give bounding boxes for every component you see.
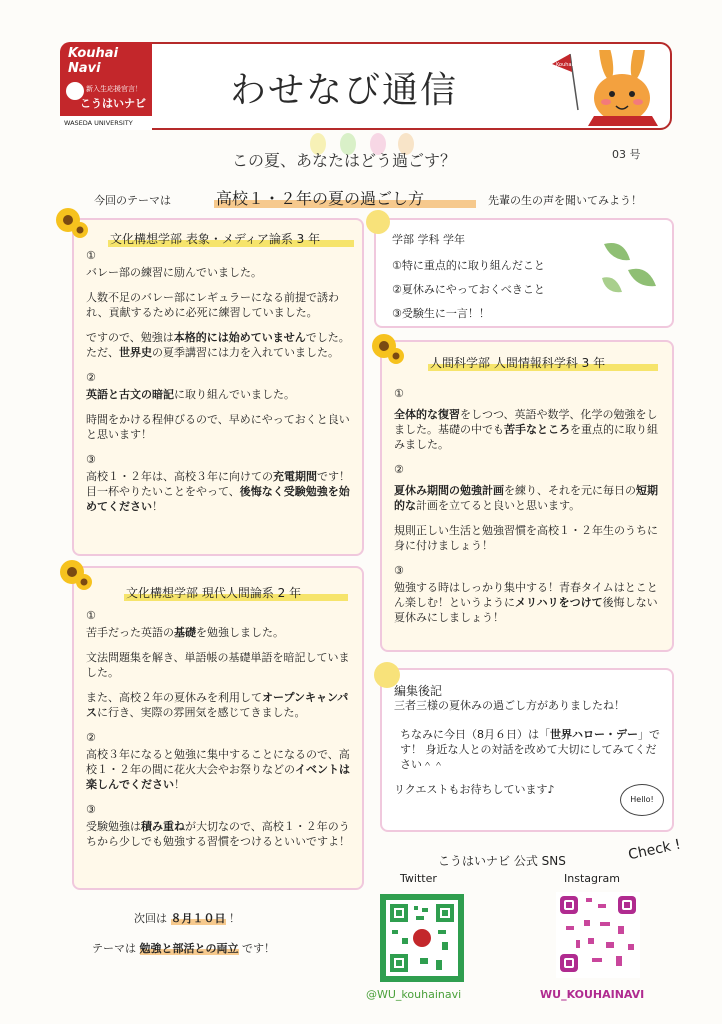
answer-1-marker: ①	[86, 249, 96, 262]
next-issue-line: 次回は ８月１０日 ！	[134, 912, 240, 925]
subtitle: この夏、あなたはどう過ごす？	[232, 151, 457, 170]
answer-1-text: バレー部の練習に励んでいました。	[86, 266, 262, 279]
legend-q1: ①特に重点的に取り組んだこと	[392, 259, 545, 272]
afterword-text-3: リクエストもお待ちしています♪	[394, 783, 555, 796]
leaves-icon	[594, 234, 664, 314]
answer-1-study: ですので、勉強は本格的には始めていませんでした。ただ、世界史の夏季講習には力を入れていました。	[86, 331, 350, 359]
kouhai-navi-logo	[60, 42, 152, 130]
card3-department: 人間科学部 人間情報科学科 3 年	[430, 356, 606, 370]
logo-line1: Kouhai	[68, 46, 119, 61]
answer-2-marker: ②	[394, 463, 404, 476]
next-theme-line: テーマは 勉強と部活との両立 です！	[92, 942, 275, 955]
answer-2-detail: 時間をかける程伸びるので、早めにやっておくと良いと思います！	[86, 413, 350, 441]
answer-1-detail: 文法問題集を解き、単語帳の基礎単語を暗記していました。	[86, 651, 350, 679]
answer-1-marker: ①	[86, 609, 96, 622]
twitter-handle[interactable]: @WU_kouhainavi	[366, 988, 462, 1001]
mascot-flag-text: Kouhai Navi	[556, 62, 586, 68]
answer-3-text: 受験勉強は積み重ねが大切なので、高校１・２年のうちから少しでも勉強する習慣をつけるといいですよ！	[86, 820, 350, 848]
afterword-text-2: ちなみに今日（8月６日）は「世界ハロー・デー」です！ 身近な人との対話を改めて大切にしてみてください＾＾	[400, 728, 660, 771]
next-theme-topic: 勉強と部活との両立	[139, 942, 239, 955]
answer-1-text: 苦手だった英語の基礎を勉強しました。	[86, 626, 284, 639]
theme-label: 今回のテーマは	[94, 194, 171, 207]
card1-department: 文化構想学部 表象・メディア論系 3 年	[110, 232, 321, 246]
answer-1-marker: ①	[394, 387, 404, 400]
card-interview-2	[72, 566, 364, 890]
answer-3-marker: ③	[394, 564, 404, 577]
answer-1-text: 全体的な復習をしつつ、英語や数学、化学の勉強をしました。基礎の中でも苦手なところを重点的に取り組みました。	[394, 408, 658, 451]
check-label: Check !	[626, 836, 683, 864]
issue-number: 03 号	[612, 148, 641, 161]
sunflower-icon	[370, 332, 404, 366]
answer-3-marker: ③	[86, 453, 96, 466]
hello-bubble-text: Hello!	[630, 795, 654, 804]
answer-1-detail: 人数不足のバレー部にレギュラーになる前提で誘われ、貢献するために必死に練習していました。	[86, 291, 339, 319]
answer-2-detail: 規則正しい生活と勉強習慣を高校１・２年生のうちに身に付けましょう！	[394, 524, 658, 552]
legend-q2: ②夏休みにやっておくべきこと	[392, 283, 545, 296]
theme-note: 先輩の生の声を聞いてみよう！	[488, 194, 642, 207]
logo-university: WASEDA UNIVERSITY	[60, 116, 152, 130]
card-interview-3	[380, 340, 674, 652]
answer-3-text: 高校１・２年は、高校３年に向けての充電期間です！目一杯やりたいことをやって、後悔なく受験勉強を始めてください！	[86, 470, 350, 513]
answer-2-text: 夏休み期間の勉強計画を練り、それを元に毎日の短期的な計画を立てると良いと思います。	[394, 484, 658, 512]
logo-name: こうはいナビ	[80, 97, 146, 110]
afterword-text-1: 三者三様の夏休みの過ごし方がありましたね！	[394, 699, 625, 712]
rabbit-mascot-icon	[548, 50, 668, 130]
answer-2-text: 英語と古文の暗記に取り組んでいました。	[86, 388, 295, 401]
newsletter-title: わせなび通信	[230, 70, 459, 111]
card-interview-1	[72, 218, 364, 556]
logo-line2: Navi	[68, 61, 101, 76]
sns-title: こうはいナビ 公式 SNS	[438, 854, 566, 868]
hello-bubble-icon	[620, 784, 664, 816]
answer-2-marker: ②	[86, 731, 96, 744]
sunflower-icon	[54, 206, 88, 240]
legend-dot	[366, 210, 390, 234]
legend-box	[374, 218, 674, 328]
answer-3-marker: ③	[86, 803, 96, 816]
answer-3-text: 勉強する時はしっかり集中する！青春タイムはとことん楽しむ！というようにメリハリをつけて後悔しない夏休みにしましょう！	[394, 581, 658, 624]
answer-1-campus: また、高校２年の夏休みを利用してオープンキャンパスに行き、実際の雰囲気を感じてきました。	[86, 691, 349, 719]
theme-value: 高校１・２年の夏の過ごし方	[216, 189, 425, 208]
answer-2-marker: ②	[86, 371, 96, 384]
logo-tagline: 新入生応援官言！	[86, 85, 142, 93]
legend-title: 学部 学科 学年	[392, 233, 465, 246]
twitter-label: Twitter	[400, 872, 437, 885]
legend-q3: ③受験生に一言！！	[392, 307, 490, 320]
afterword-title: 編集後記	[394, 684, 443, 698]
instagram-handle[interactable]: WU_KOUHAINAVI	[540, 988, 645, 1001]
answer-2-text: 高校３年になると勉強に集中することになるので、高校１・２年の間に花火大会やお祭りなどのイベントは楽しんでください！	[86, 748, 350, 791]
twitter-qr-code-icon[interactable]	[380, 894, 464, 982]
instagram-label: Instagram	[564, 872, 620, 885]
card2-department: 文化構想学部 現代人間論系 2 年	[126, 586, 302, 600]
sunflower-icon	[58, 558, 92, 592]
instagram-qr-code-icon[interactable]	[556, 892, 640, 978]
next-issue-date: ８月１０日	[170, 912, 226, 925]
